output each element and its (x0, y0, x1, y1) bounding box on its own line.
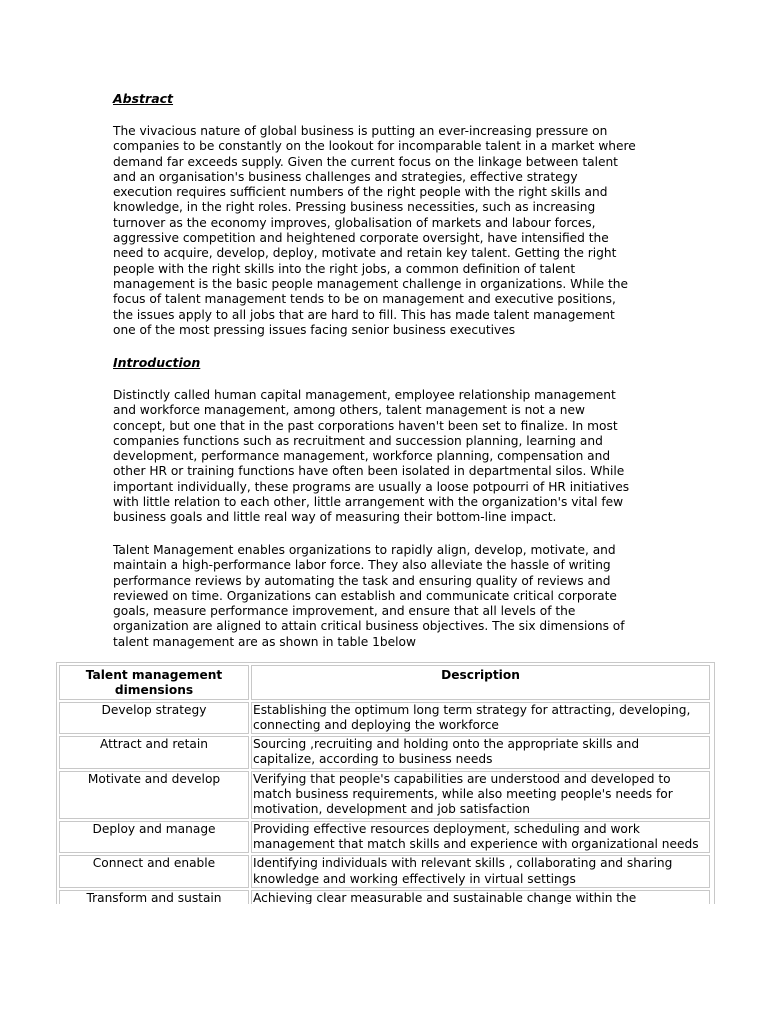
abstract-paragraph (113, 124, 713, 338)
introduction-paragraph-1 (113, 388, 713, 526)
description-line: connecting and deploying the workforce (253, 717, 499, 732)
table-row (59, 702, 710, 735)
description-line: management that match skills and experience with organizational needs (253, 836, 699, 851)
intro-line: important individually, these programs are usually a loose potpourri of HR initiatives (113, 479, 630, 494)
description-cell (251, 890, 710, 904)
intro-line: Distinctly called human capital management, employee relationship management (113, 388, 616, 402)
abstract-line: turnover as the economy improves, globalisation of markets and labour forces, (113, 215, 596, 230)
intro-line: development, performance management, workforce planning, compensation and (113, 449, 611, 464)
description-line: Achieving clear measurable and sustainable change within the (253, 890, 637, 904)
abstract-line: people with the right skills into the right jobs, a common definition of talent (113, 261, 576, 276)
intro-line: business goals and little real way of measuring their bottom-line impact. (113, 510, 557, 525)
intro-line: talent management are as shown in table 1below (113, 634, 416, 649)
dimension-cell: Deploy and manage (59, 821, 249, 854)
description-cell (251, 821, 710, 854)
introduction-heading: Introduction (113, 355, 201, 370)
abstract-line: focus of talent management tends to be on management and executive positions, (113, 292, 616, 307)
header-line: Description (441, 668, 520, 682)
abstract-line: knowledge, in the right roles. Pressing business necessities, such as increasing (113, 200, 596, 215)
intro-line: maintain a high-performance labor force. They also alleviate the hassle of writing (113, 558, 611, 573)
abstract-line: one of the most pressing issues facing senior business executives (113, 322, 516, 337)
header-description (251, 665, 710, 700)
dimension-cell: Connect and enable (59, 855, 249, 888)
abstract-line: need to acquire, develop, deploy, motivate and retain key talent. Getting the right (113, 246, 617, 261)
description-line: motivation, development and job satisfaction (253, 802, 530, 817)
abstract-line: aggressive competition and heightened corporate oversight, have intensified the (113, 231, 609, 246)
abstract-line: companies to be constantly on the lookout for incomparable talent in a market where (113, 139, 636, 154)
description-line: Establishing the optimum long term strategy for attracting, developing, (253, 702, 691, 717)
abstract-line: execution requires sufficient numbers of the right people with the right skills and (113, 185, 608, 200)
intro-line: and workforce management, among others, talent management is not a new (113, 403, 585, 418)
abstract-line: management is the basic people management challenge in organizations. While the (113, 276, 628, 291)
header-line: dimensions (114, 683, 194, 698)
description-line: Sourcing ,recruiting and holding onto the appropriate skills and (253, 737, 640, 752)
description-cell (251, 855, 710, 888)
description-cell (251, 702, 710, 735)
description-line: Identifying individuals with relevant skills , collaborating and sharing (253, 856, 673, 871)
introduction-paragraph-2 (113, 543, 713, 650)
header-line: Talent management (85, 668, 223, 682)
table-header-row (59, 665, 710, 700)
description-cell (251, 736, 710, 769)
table-row (59, 736, 710, 769)
dimension-cell: Motivate and develop (59, 771, 249, 819)
description-line: Verifying that people's capabilities are understood and developed to (253, 771, 671, 786)
description-line: Providing effective resources deployment, scheduling and work (253, 821, 640, 836)
description-line: knowledge and working effectively in virtual settings (253, 871, 576, 886)
dimension-cell: Attract and retain (59, 736, 249, 769)
intro-line: with little relation to each other, little arrangement with the organization's vital few (113, 495, 624, 510)
description-cell (251, 771, 710, 819)
abstract-line: demand far exceeds supply. Given the current focus on the linkage between talent (113, 154, 618, 169)
abstract-heading: Abstract (113, 91, 174, 106)
intro-line: Talent Management enables organizations to rapidly align, develop, motivate, and (113, 543, 616, 557)
dimension-cell: Transform and sustain (59, 890, 249, 904)
intro-line: concept, but one that in the past corporations haven't been set to finalize. In most (113, 418, 618, 433)
table-row (59, 771, 710, 819)
dimensions-table (56, 662, 715, 904)
table-row (59, 821, 710, 854)
intro-line: companies functions such as recruitment and succession planning, learning and (113, 433, 603, 448)
table-row (59, 890, 710, 904)
abstract-line: the issues apply to all jobs that are hard to fill. This has made talent management (113, 307, 615, 322)
dimension-cell: Develop strategy (59, 702, 249, 735)
abstract-line: and an organisation's business challenges and strategies, effective strategy (113, 169, 578, 184)
description-line: capitalize, according to business needs (253, 752, 493, 767)
intro-line: reviewed on time. Organizations can establish and communicate critical corporate (113, 588, 617, 603)
intro-line: goals, measure performance improvement, and ensure that all levels of the (113, 604, 576, 619)
abstract-line: The vivacious nature of global business is putting an ever-increasing pressure on (113, 124, 608, 138)
intro-line: performance reviews by automating the task and ensuring quality of reviews and (113, 573, 611, 588)
dimensions-table-grid (57, 663, 712, 904)
header-dimensions (59, 665, 249, 700)
description-line: match business requirements, while also meeting people's needs for (253, 787, 673, 802)
intro-line: organization are aligned to attain critical business objectives. The six dimensions of (113, 619, 625, 634)
table-row (59, 855, 710, 888)
intro-line: other HR or training functions have often been isolated in departmental silos. While (113, 464, 625, 479)
